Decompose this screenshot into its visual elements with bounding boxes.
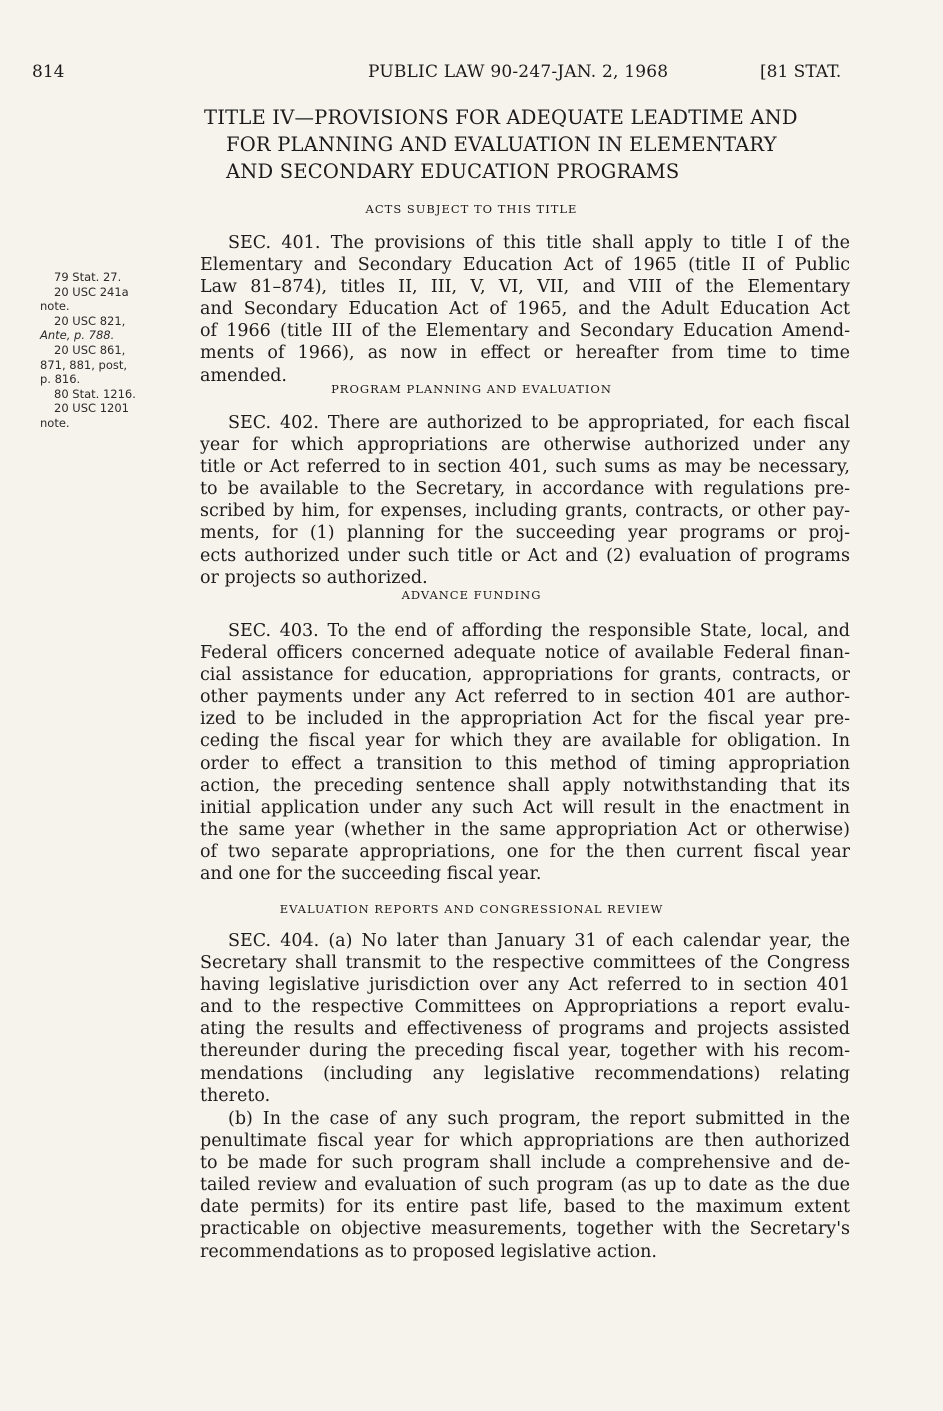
text-line: the same year (whether in the same appropriation Act or otherwise) xyxy=(200,819,850,840)
margin-note: 20 USC 821, xyxy=(54,313,126,328)
margin-note: 20 USC 861, xyxy=(54,342,126,357)
text-line: of two separate appropriations, one for the then current fiscal year xyxy=(200,841,850,862)
text-line: to be made for such program shall include a comprehensive and de- xyxy=(200,1153,850,1174)
text-line: date permits) for its entire past life, based to the maximum extent xyxy=(200,1197,850,1218)
section-heading-404: EVALUATION REPORTS AND CONGRESSIONAL REVIEW xyxy=(279,902,664,916)
text-line: Secretary shall transmit to the respective committees of the Congress xyxy=(200,953,850,974)
text-line: other payments under any Act referred to in section 401 are author- xyxy=(200,687,850,708)
text-line: mendations (including any legislative recommendations) relating xyxy=(200,1063,850,1084)
text-line: ating the results and effectiveness of programs and projects assisted xyxy=(200,1019,850,1040)
text-line: SEC. 401. The provisions of this title shall apply to title I of the xyxy=(228,233,850,253)
margin-note: 871, 881, post, xyxy=(40,357,128,372)
text-line: (b) In the case of any such program, the report submitted in the xyxy=(228,1109,850,1129)
page-number: 814 xyxy=(32,62,65,82)
section-404-b xyxy=(200,1108,850,1263)
section-401 xyxy=(200,232,850,387)
margin-note: note. xyxy=(40,299,70,314)
margin-note: 20 USC 1201 xyxy=(54,401,129,416)
text-line: practicable on objective measurements, together with the Secretary's xyxy=(200,1219,850,1240)
text-line: or projects so authorized. xyxy=(200,567,428,588)
text-line: cial assistance for education, appropriations for grants, contracts, or xyxy=(200,665,850,686)
text-line: ments of 1966), as now in effect or hereafter from time to time xyxy=(200,343,850,364)
running-header xyxy=(0,62,943,86)
text-line: of 1966 (title III of the Elementary and Secondary Education Amend- xyxy=(200,321,850,342)
text-line: thereto. xyxy=(200,1085,271,1106)
text-line: SEC. 404. (a) No later than January 31 of each calendar year, the xyxy=(228,931,850,951)
margin-note: p. 816. xyxy=(40,372,81,387)
text-line: SEC. 402. There are authorized to be appropriated, for each fiscal xyxy=(228,413,850,433)
text-line: ceding the fiscal year for which they are available for obligation. In xyxy=(200,731,850,752)
text-line: and to the respective Committees on Appropriations a report evalu- xyxy=(200,997,850,1018)
text-line: penultimate fiscal year for which appropriations are then authorized xyxy=(200,1131,850,1152)
text-line: to be available to the Secretary, in accordance with regulations pre- xyxy=(200,479,850,500)
statute-reference: [81 STAT. xyxy=(760,62,842,82)
title-heading xyxy=(204,104,864,185)
text-line: Law 81–874), titles II, III, V, VI, VII, and VIII of the Elementary xyxy=(200,277,850,298)
text-line: and Secondary Education Act of 1965, and the Adult Education Act xyxy=(200,299,850,320)
text-line: order to effect a transition to this method of timing appropriation xyxy=(200,753,850,774)
text-line: ects authorized under such title or Act and (2) evaluation of programs xyxy=(200,545,850,566)
section-heading-402: PROGRAM PLANNING AND EVALUATION xyxy=(331,382,612,396)
section-404-a xyxy=(200,930,850,1107)
title-line-3: AND SECONDARY EDUCATION PROGRAMS xyxy=(226,160,680,183)
text-line: title or Act referred to in section 401, such sums as may be necessary, xyxy=(200,457,850,478)
margin-note: Ante, p. 788. xyxy=(40,328,115,343)
text-line: and one for the succeeding fiscal year. xyxy=(200,864,542,885)
margin-note: note. xyxy=(40,415,70,430)
text-line: tailed review and evaluation of such program (as up to date as the due xyxy=(200,1175,850,1196)
text-line: ments, for (1) planning for the succeeding year programs or proj- xyxy=(200,523,850,544)
title-line-2: FOR PLANNING AND EVALUATION IN ELEMENTARY xyxy=(226,133,777,156)
text-line: scribed by him, for expenses, including grants, contracts, or other pay- xyxy=(200,501,850,522)
title-line-1: TITLE IV—PROVISIONS FOR ADEQUATE LEADTIME AND xyxy=(204,106,798,129)
section-403 xyxy=(200,620,850,885)
text-line: Elementary and Secondary Education Act of 1965 (title II of Public xyxy=(200,255,850,276)
section-heading-401: ACTS SUBJECT TO THIS TITLE xyxy=(365,202,578,216)
text-line: initial application under any such Act will result in the enactment in xyxy=(200,797,850,818)
text-line: action, the preceding sentence shall apply notwithstanding that its xyxy=(200,775,850,796)
margin-note: 80 Stat. 1216. xyxy=(54,386,136,401)
margin-note: 20 USC 241a xyxy=(54,284,129,299)
text-line: thereunder during the preceding fiscal year, together with his recom- xyxy=(200,1041,850,1062)
margin-note: 79 Stat. 27. xyxy=(54,270,122,284)
text-line: amended. xyxy=(200,365,287,386)
text-line: year for which appropriations are otherwise authorized under any xyxy=(200,435,850,456)
section-402 xyxy=(200,412,850,589)
text-line: SEC. 403. To the end of affording the responsible State, local, and xyxy=(228,621,850,641)
text-line: ized to be included in the appropriation Act for the fiscal year pre- xyxy=(200,709,850,730)
margin-notes xyxy=(40,270,190,431)
text-line: Federal officers concerned adequate notice of available Federal finan- xyxy=(200,643,850,664)
running-title: PUBLIC LAW 90-247-JAN. 2, 1968 xyxy=(368,62,669,82)
text-line: having legislative jurisdiction over any Act referred to in section 401 xyxy=(200,975,850,996)
section-heading-403: ADVANCE FUNDING xyxy=(401,588,542,602)
text-line: recommendations as to proposed legislative action. xyxy=(200,1241,657,1262)
